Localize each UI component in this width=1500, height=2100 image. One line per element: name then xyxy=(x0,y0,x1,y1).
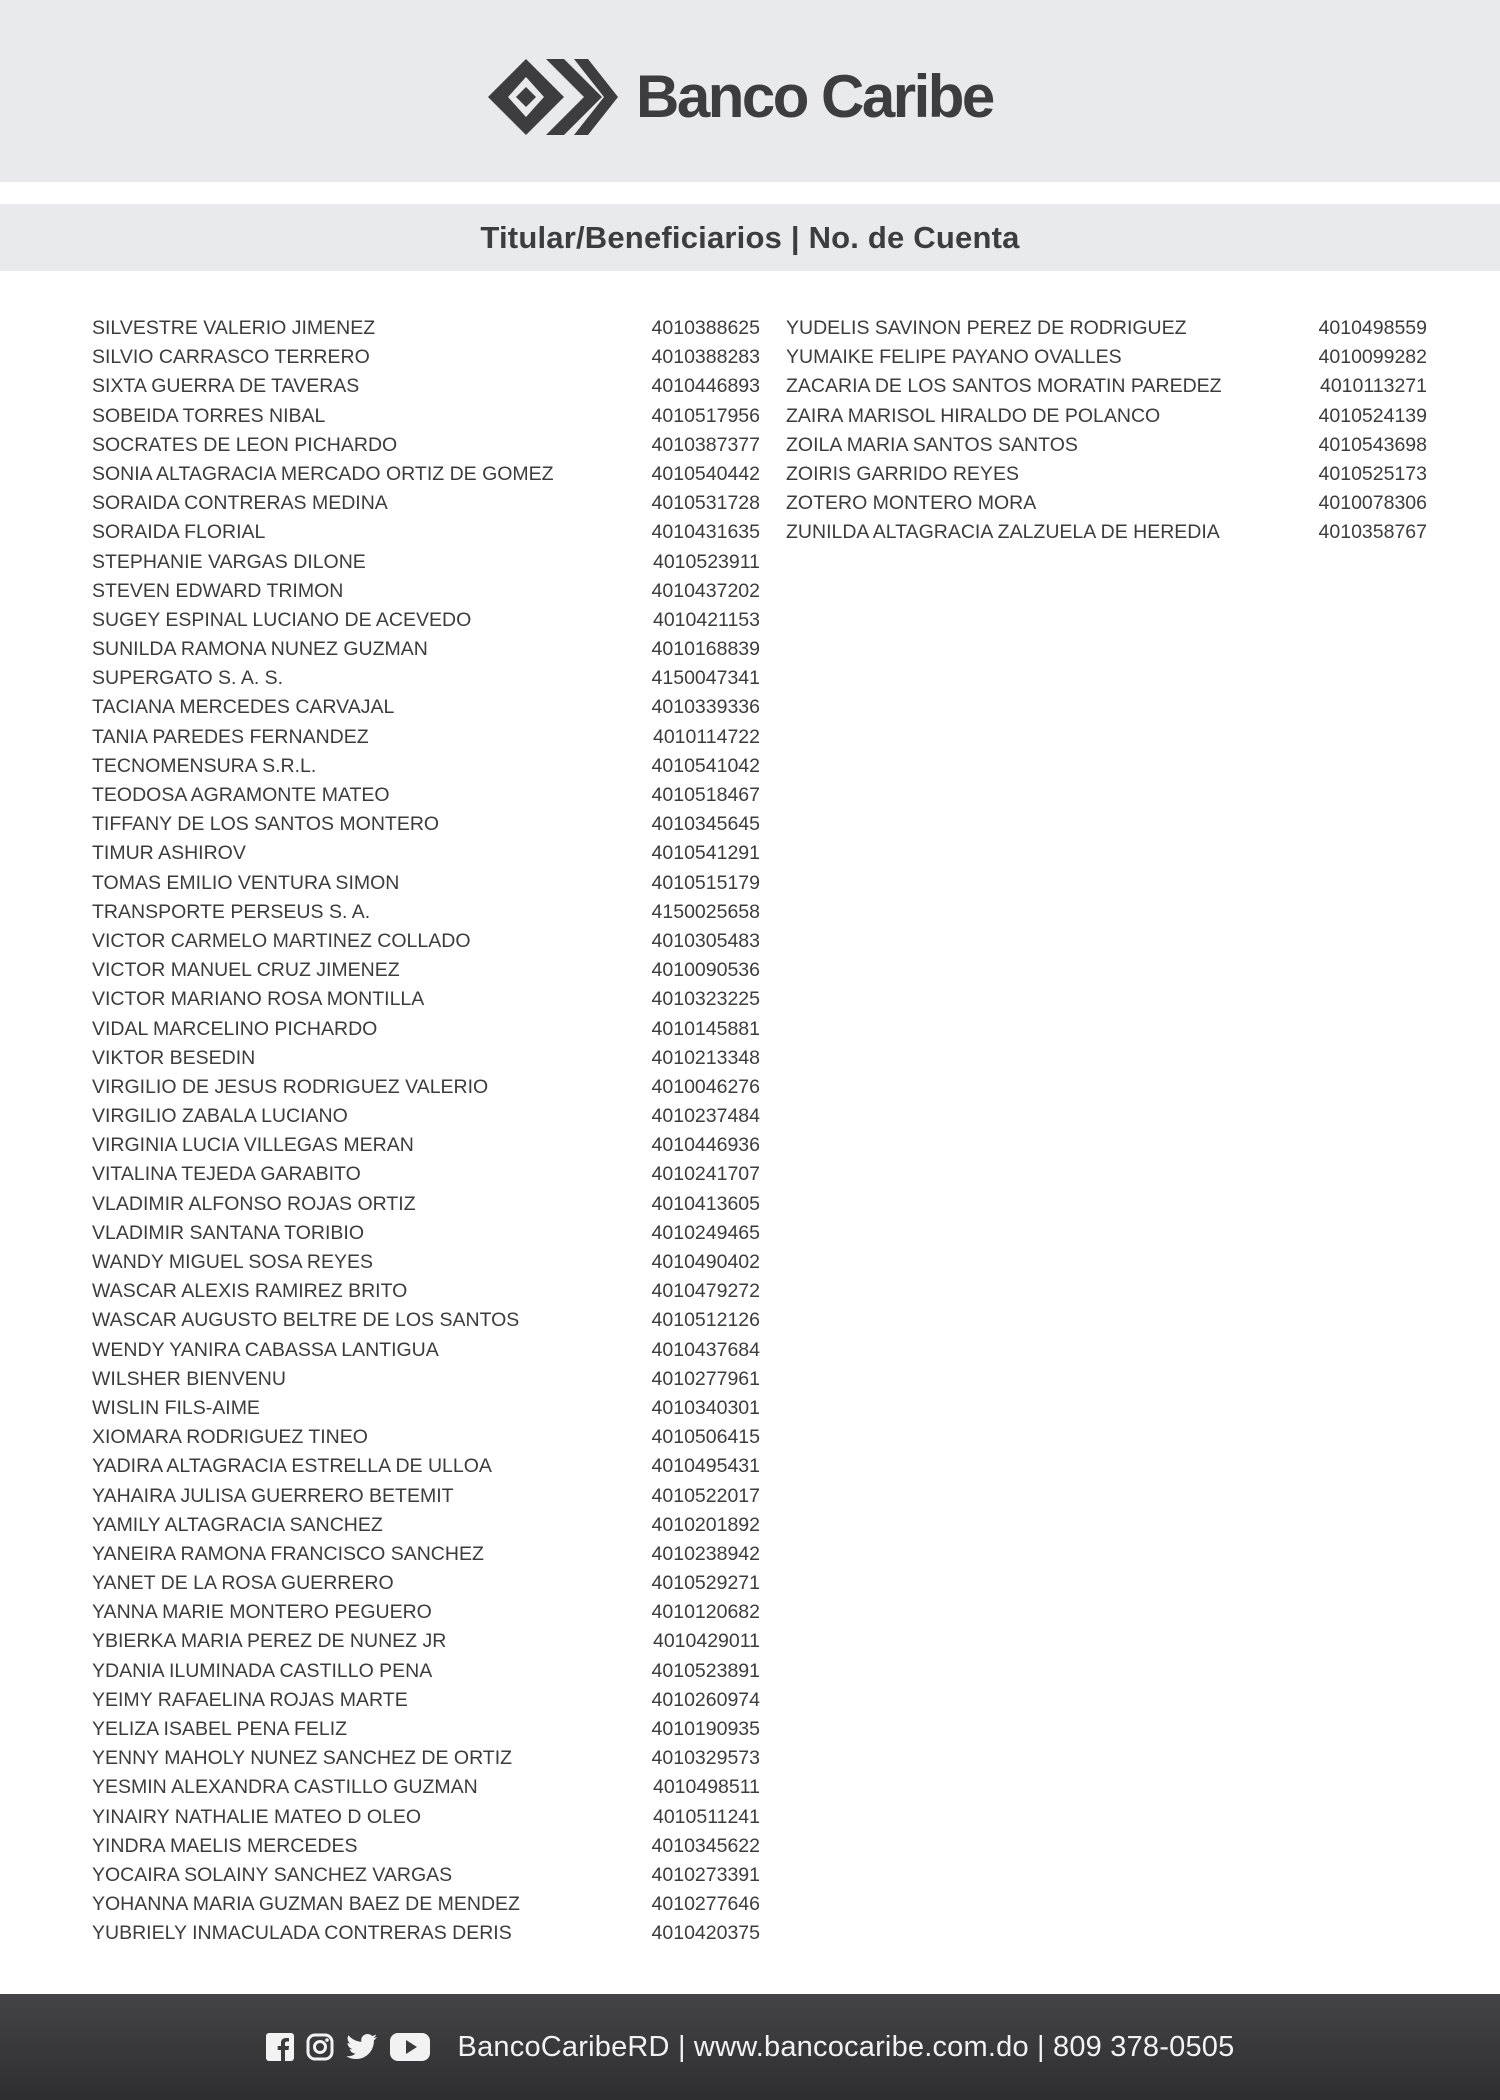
account-number: 4010515179 xyxy=(651,871,760,894)
account-number: 4010518467 xyxy=(651,784,760,806)
account-number: 4010339336 xyxy=(651,696,760,719)
account-number: 4010413605 xyxy=(651,1192,760,1215)
list-item xyxy=(92,372,760,401)
account-number: 4010201892 xyxy=(651,1513,760,1536)
beneficiary-name: ZOIRIS GARRIDO REYES xyxy=(786,462,1019,485)
beneficiary-name: SONIA ALTAGRACIA MERCADO ORTIZ DE GOMEZ xyxy=(92,462,554,485)
beneficiary-name: ZUNILDA ALTAGRACIA ZALZUELA DE HEREDIA xyxy=(786,521,1220,544)
beneficiary-name: YEIMY RAFAELINA ROJAS MARTE xyxy=(92,1688,408,1711)
beneficiary-name: TIFFANY DE LOS SANTOS MONTERO xyxy=(92,813,440,836)
beneficiary-name: STEPHANIE VARGAS DILONE xyxy=(92,550,366,573)
beneficiary-name: SUNILDA RAMONA NUNEZ GUZMAN xyxy=(92,638,428,661)
beneficiary-name: YAHAIRA JULISA GUERRERO BETEMIT xyxy=(92,1484,454,1507)
account-number: 4010522017 xyxy=(651,1484,760,1507)
account-number: 4010437202 xyxy=(651,579,760,602)
beneficiary-name: XIOMARA RODRIGUEZ TINEO xyxy=(92,1426,368,1449)
list-item xyxy=(92,752,760,781)
list-item xyxy=(786,518,1427,547)
account-number: 4010387377 xyxy=(651,433,760,456)
account-number: 4010431635 xyxy=(651,521,760,544)
beneficiary-name: VLADIMIR SANTANA TORIBIO xyxy=(92,1221,364,1244)
beneficiary-name: YANNA MARIE MONTERO PEGUERO xyxy=(92,1601,432,1624)
beneficiary-name: WANDY MIGUEL SOSA REYES xyxy=(92,1251,374,1273)
beneficiary-name: TOMAS EMILIO VENTURA SIMON xyxy=(92,871,400,894)
list-item xyxy=(92,1803,760,1832)
footer xyxy=(0,1994,1500,2100)
list-item xyxy=(92,489,760,518)
list-item xyxy=(92,460,760,489)
list-item xyxy=(92,1044,760,1073)
list-item xyxy=(786,489,1427,518)
beneficiary-name: YOHANNA MARIA GUZMAN BAEZ DE MENDEZ xyxy=(92,1893,520,1916)
list-item xyxy=(92,1015,760,1044)
list-item xyxy=(92,402,760,431)
beneficiary-name: VICTOR CARMELO MARTINEZ COLLADO xyxy=(92,929,471,952)
list-item xyxy=(92,1540,760,1569)
beneficiary-name: ZOILA MARIA SANTOS SANTOS xyxy=(786,433,1078,456)
beneficiary-name: VICTOR MARIANO ROSA MONTILLA xyxy=(92,988,425,1011)
account-number: 4010340301 xyxy=(651,1396,760,1419)
list-item xyxy=(92,1773,760,1802)
list-item xyxy=(92,1832,760,1861)
beneficiary-name: YBIERKA MARIA PEREZ DE NUNEZ JR xyxy=(92,1630,447,1653)
beneficiary-name: YANET DE LA ROSA GUERRERO xyxy=(92,1572,394,1595)
account-number: 4010090536 xyxy=(651,959,760,982)
beneficiary-name: STEVEN EDWARD TRIMON xyxy=(92,579,344,602)
list-item xyxy=(92,1131,760,1160)
footer-contact-text: BancoCaribeRD | www.bancocaribe.com.do | 809 378-0505 xyxy=(457,2030,1235,2063)
account-number: 4010345622 xyxy=(651,1834,760,1857)
list-item xyxy=(92,635,760,664)
beneficiary-name: YINAIRY NATHALIE MATEO D OLEO xyxy=(92,1805,422,1828)
account-number: 4010273391 xyxy=(651,1863,760,1886)
beneficiary-name: VITALINA TEJEDA GARABITO xyxy=(92,1163,361,1186)
beneficiary-name: TEODOSA AGRAMONTE MATEO xyxy=(92,784,390,806)
title-bar xyxy=(0,204,1500,271)
list-item xyxy=(92,985,760,1014)
banco-caribe-diamond-logo-icon xyxy=(488,57,618,137)
beneficiary-name: SUGEY ESPINAL LUCIANO DE ACEVEDO xyxy=(92,608,472,631)
account-number: 4150047341 xyxy=(651,667,760,690)
header xyxy=(0,0,1500,182)
list-item xyxy=(786,372,1427,401)
account-number: 4010523911 xyxy=(652,550,760,573)
list-item xyxy=(92,927,760,956)
account-number: 4010249465 xyxy=(651,1221,760,1244)
beneficiary-name: SOBEIDA TORRES NIBAL xyxy=(92,404,326,427)
beneficiary-list-right xyxy=(786,314,1427,548)
list-item xyxy=(92,781,760,810)
list-item xyxy=(92,723,760,752)
account-number: 4010540442 xyxy=(651,462,760,485)
account-number: 4010078306 xyxy=(1318,492,1427,515)
beneficiary-name: TECNOMENSURA S.R.L. xyxy=(92,754,317,777)
account-number: 4010446893 xyxy=(651,375,760,398)
account-number: 4010388283 xyxy=(651,346,760,369)
beneficiary-name: VICTOR MANUEL CRUZ JIMENEZ xyxy=(92,959,400,982)
list-item xyxy=(92,839,760,868)
list-item xyxy=(92,548,760,577)
account-number: 4010120682 xyxy=(651,1601,760,1624)
beneficiary-name: YUDELIS SAVINON PEREZ DE RODRIGUEZ xyxy=(786,317,1187,339)
account-number: 4010114722 xyxy=(652,725,760,748)
beneficiary-name: SUPERGATO S. A. S. xyxy=(92,667,284,690)
list-item xyxy=(92,869,760,898)
account-number: 4010241707 xyxy=(651,1163,760,1186)
beneficiary-name: VIKTOR BESEDIN xyxy=(92,1046,256,1069)
beneficiary-name: WISLIN FILS-AIME xyxy=(92,1396,260,1419)
account-number: 4010358767 xyxy=(1318,521,1427,544)
beneficiary-name: YOCAIRA SOLAINY SANCHEZ VARGAS xyxy=(92,1863,453,1886)
beneficiary-name: VIRGILIO ZABALA LUCIANO xyxy=(92,1105,348,1128)
beneficiary-name: TACIANA MERCEDES CARVAJAL xyxy=(92,696,395,719)
account-number: 4010113271 xyxy=(1319,375,1427,398)
list-item xyxy=(92,1861,760,1890)
beneficiary-name: VIDAL MARCELINO PICHARDO xyxy=(92,1017,378,1040)
account-number: 4010345645 xyxy=(651,813,760,836)
youtube-icon[interactable] xyxy=(390,2033,430,2061)
list-item xyxy=(92,343,760,372)
list-item xyxy=(92,1627,760,1656)
account-number: 4150025658 xyxy=(651,900,760,923)
account-number: 4010490402 xyxy=(651,1251,760,1273)
list-item xyxy=(92,1569,760,1598)
account-number: 4010541291 xyxy=(651,842,760,865)
beneficiary-name: ZAIRA MARISOL HIRALDO DE POLANCO xyxy=(786,404,1161,427)
list-item xyxy=(92,1219,760,1248)
list-item xyxy=(92,1452,760,1481)
page-title: Titular/Beneficiarios | No. de Cuenta xyxy=(480,219,1020,255)
beneficiary-name: VIRGINIA LUCIA VILLEGAS MERAN xyxy=(92,1134,414,1157)
account-number: 4010529271 xyxy=(651,1572,760,1595)
account-number: 4010277646 xyxy=(651,1893,760,1916)
list-item xyxy=(92,1686,760,1715)
list-item xyxy=(92,1365,760,1394)
list-item xyxy=(92,518,760,547)
list-item xyxy=(92,1102,760,1131)
list-item xyxy=(92,314,760,343)
beneficiary-name: ZOTERO MONTERO MORA xyxy=(786,492,1037,515)
list-item xyxy=(92,1277,760,1306)
list-item xyxy=(92,1190,760,1219)
brand-logo[interactable] xyxy=(488,52,993,142)
beneficiary-name: YUBRIELY INMACULADA CONTRERAS DERIS xyxy=(92,1922,512,1945)
list-item xyxy=(92,810,760,839)
beneficiary-name: SOCRATES DE LEON PICHARDO xyxy=(92,433,398,456)
list-item xyxy=(92,1598,760,1627)
beneficiary-name: YESMIN ALEXANDRA CASTILLO GUZMAN xyxy=(92,1776,478,1799)
account-number: 4010524139 xyxy=(1318,404,1427,427)
twitter-icon[interactable] xyxy=(346,2033,378,2061)
beneficiary-name: SIXTA GUERRA DE TAVERAS xyxy=(92,375,360,398)
facebook-icon[interactable] xyxy=(266,2033,294,2061)
account-number: 4010525173 xyxy=(1318,462,1427,485)
beneficiary-name: TIMUR ASHIROV xyxy=(92,842,246,865)
list-item xyxy=(92,1744,760,1773)
list-item xyxy=(92,1160,760,1189)
beneficiary-name: WASCAR ALEXIS RAMIREZ BRITO xyxy=(92,1280,408,1303)
beneficiary-name: SORAIDA CONTRERAS MEDINA xyxy=(92,492,388,515)
list-item xyxy=(786,460,1427,489)
list-item xyxy=(92,1511,760,1540)
beneficiary-name: YANEIRA RAMONA FRANCISCO SANCHEZ xyxy=(92,1542,484,1565)
account-number: 4010260974 xyxy=(651,1688,760,1711)
list-item xyxy=(92,1248,760,1277)
account-number: 4010237484 xyxy=(651,1105,760,1128)
account-number: 4010329573 xyxy=(651,1747,760,1770)
account-number: 4010531728 xyxy=(651,492,760,515)
list-item xyxy=(92,1890,760,1919)
beneficiary-name: YUMAIKE FELIPE PAYANO OVALLES xyxy=(786,346,1122,369)
account-number: 4010305483 xyxy=(651,929,760,952)
beneficiary-name: YADIRA ALTAGRACIA ESTRELLA DE ULLOA xyxy=(92,1455,492,1478)
beneficiary-name: VLADIMIR ALFONSO ROJAS ORTIZ xyxy=(92,1192,416,1215)
list-item xyxy=(92,1482,760,1511)
list-item xyxy=(786,314,1427,343)
brand-name: Banco Caribe xyxy=(636,63,993,130)
account-number: 4010046276 xyxy=(651,1075,760,1098)
beneficiary-name: YENNY MAHOLY NUNEZ SANCHEZ DE ORTIZ xyxy=(92,1747,513,1770)
beneficiary-name: YELIZA ISABEL PENA FELIZ xyxy=(92,1718,348,1740)
account-number: 4010388625 xyxy=(651,317,760,339)
list-item xyxy=(92,1394,760,1423)
beneficiary-list-left xyxy=(92,314,760,1949)
list-item xyxy=(92,1336,760,1365)
account-number: 4010511241 xyxy=(652,1805,760,1828)
account-number: 4010420375 xyxy=(651,1922,760,1945)
beneficiary-name: ZACARIA DE LOS SANTOS MORATIN PAREDEZ xyxy=(786,375,1222,398)
account-number: 4010190935 xyxy=(651,1718,760,1740)
beneficiary-name: SORAIDA FLORIAL xyxy=(92,521,266,544)
list-item xyxy=(92,1657,760,1686)
beneficiary-name: WENDY YANIRA CABASSA LANTIGUA xyxy=(92,1338,439,1361)
list-item xyxy=(92,431,760,460)
list-item xyxy=(92,956,760,985)
beneficiary-name: TRANSPORTE PERSEUS S. A. xyxy=(92,900,371,923)
account-number: 4010421153 xyxy=(652,608,760,631)
account-number: 4010323225 xyxy=(651,988,760,1011)
account-number: 4010437684 xyxy=(651,1338,760,1361)
account-number: 4010168839 xyxy=(651,638,760,661)
list-item xyxy=(786,431,1427,460)
beneficiary-name: WILSHER BIENVENU xyxy=(92,1367,286,1390)
beneficiary-name: SILVESTRE VALERIO JIMENEZ xyxy=(92,317,376,339)
account-number: 4010517956 xyxy=(651,404,760,427)
account-number: 4010512126 xyxy=(651,1309,760,1332)
beneficiary-name: SILVIO CARRASCO TERRERO xyxy=(92,346,370,369)
account-number: 4010099282 xyxy=(1318,346,1427,369)
account-number: 4010498511 xyxy=(652,1776,760,1799)
list-item xyxy=(786,402,1427,431)
account-number: 4010506415 xyxy=(651,1426,760,1449)
account-number: 4010213348 xyxy=(651,1046,760,1069)
account-number: 4010145881 xyxy=(651,1017,760,1040)
beneficiary-name: VIRGILIO DE JESUS RODRIGUEZ VALERIO xyxy=(92,1075,489,1098)
list-item xyxy=(92,1306,760,1335)
social-links xyxy=(266,2033,430,2061)
account-number: 4010277961 xyxy=(651,1367,760,1390)
list-item xyxy=(92,898,760,927)
list-item xyxy=(92,693,760,722)
list-item xyxy=(92,664,760,693)
list-item xyxy=(92,1423,760,1452)
account-number: 4010523891 xyxy=(651,1659,760,1682)
beneficiary-name: TANIA PAREDES FERNANDEZ xyxy=(92,725,369,748)
list-item xyxy=(92,1919,760,1948)
list-item xyxy=(92,606,760,635)
account-number: 4010495431 xyxy=(651,1455,760,1478)
list-item xyxy=(92,1715,760,1744)
account-number: 4010238942 xyxy=(651,1542,760,1565)
account-number: 4010429011 xyxy=(652,1630,760,1653)
list-item xyxy=(92,1073,760,1102)
account-number: 4010498559 xyxy=(1318,317,1427,339)
list-item xyxy=(92,577,760,606)
account-number: 4010541042 xyxy=(651,754,760,777)
instagram-icon[interactable] xyxy=(306,2033,334,2061)
list-item xyxy=(786,343,1427,372)
beneficiary-name: YINDRA MAELIS MERCEDES xyxy=(92,1834,358,1857)
beneficiary-name: YAMILY ALTAGRACIA SANCHEZ xyxy=(92,1513,383,1536)
account-number: 4010543698 xyxy=(1318,433,1427,456)
account-number: 4010479272 xyxy=(651,1280,760,1303)
beneficiary-name: WASCAR AUGUSTO BELTRE DE LOS SANTOS xyxy=(92,1309,520,1332)
beneficiary-name: YDANIA ILUMINADA CASTILLO PENA xyxy=(92,1659,433,1682)
account-number: 4010446936 xyxy=(651,1134,760,1157)
